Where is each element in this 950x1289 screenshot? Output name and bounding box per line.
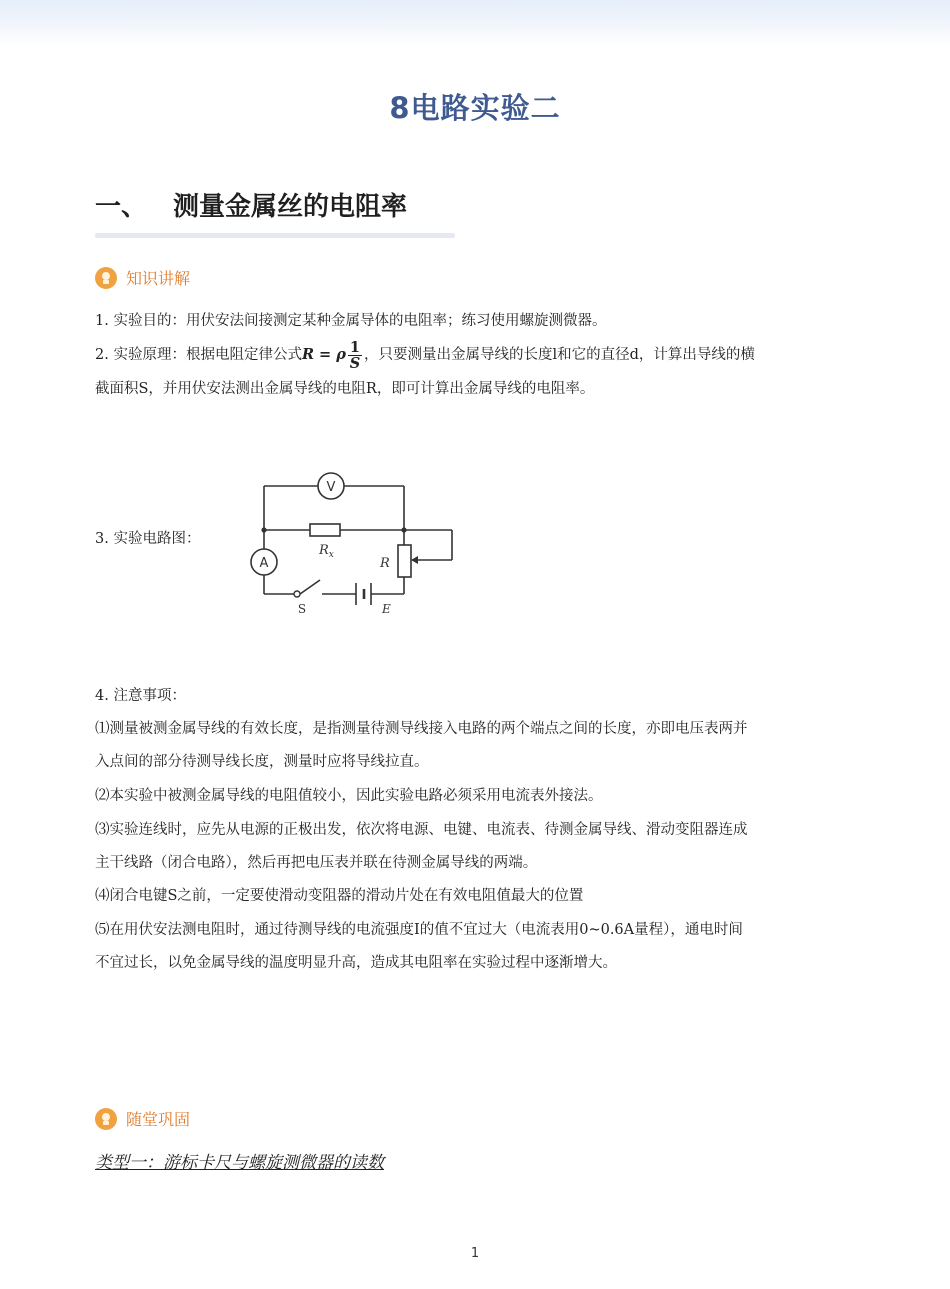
formula-denominator: S xyxy=(349,354,361,372)
formula-fraction xyxy=(348,340,362,371)
practice-tag xyxy=(95,1107,190,1130)
practice-tag-label: 随堂巩固 xyxy=(126,1110,191,1129)
section-title: 测量金属丝的电阻率 xyxy=(173,192,408,222)
rx-label-sub: x xyxy=(328,550,334,560)
rx-label xyxy=(318,543,334,560)
rheostat-label: R xyxy=(380,556,390,571)
rx-label-main: R xyxy=(319,543,329,558)
battery-label: E xyxy=(382,602,391,616)
formula-lhs: R = ρ xyxy=(301,346,346,363)
item-4: 4. 注意事项： xyxy=(95,688,186,704)
page-number: 1 xyxy=(470,1246,480,1261)
item-1: 1. 实验目的：用伏安法间接测定某种金属导体的电阻率；练习使用螺旋测微器。 xyxy=(95,313,607,329)
rx-resistor-symbol xyxy=(310,524,340,536)
note-2: ⑵本实验中被测金属导线的电阻值较小，因此实验电路必须采用电流表外接法。 xyxy=(95,788,603,804)
switch-label: S xyxy=(297,602,307,616)
lightbulb-icon xyxy=(95,267,117,289)
knowledge-tag-label: 知识讲解 xyxy=(126,269,191,288)
note-3-line-2: 主干线路（闭合电路），然后再把电压表并联在待测金属导线的两端。 xyxy=(95,855,538,871)
ammeter-label: A xyxy=(259,556,269,571)
note-4: ⑷闭合电键S之前，一定要使滑动变阻器的滑动片处在有效电阻值最大的位置 xyxy=(95,888,584,904)
lightbulb-icon xyxy=(95,1108,117,1130)
slider-arrow-icon xyxy=(411,556,418,564)
note-1-line-1: ⑴测量被测金属导线的有效长度，是指测量待测导线接入电路的两个端点之间的长度，亦即电压表两并 xyxy=(95,721,748,737)
section-number: 一、 xyxy=(95,192,148,222)
top-decorative-band xyxy=(0,0,950,46)
note-5-line-2: 不宜过长，以免金属导线的温度明显升高，造成其电阻率在实验过程中逐渐增大。 xyxy=(95,955,617,971)
item-2 xyxy=(95,338,855,372)
switch-symbol xyxy=(294,591,300,597)
item-2-suffix: ，只要测量出金属导线的长度l和它的直径d，计算出导线的横 xyxy=(364,347,755,363)
category-heading: 类型一：游标卡尺与螺旋测微器的读数 xyxy=(95,1153,384,1173)
section-heading xyxy=(95,186,407,223)
voltmeter-label: V xyxy=(326,480,336,495)
item-3: 3. 实验电路图： xyxy=(95,531,201,547)
note-3-line-1: ⑶实验连线时，应先从电源的正极出发，依次将电源、电键、电流表、待测金属导线、滑动变阻器连成 xyxy=(95,822,748,838)
knowledge-tag xyxy=(95,266,190,289)
rheostat-symbol xyxy=(398,545,411,577)
item-2-line-2: 截面积S，并用伏安法测出金属导线的电阻R，即可计算出金属导线的电阻率。 xyxy=(95,381,595,397)
note-1-line-2: 入点间的部分待测导线长度，测量时应将导线拉直。 xyxy=(95,754,429,770)
note-5-line-1: ⑸在用伏安法测电阻时，通过待测导线的电流强度I的值不宜过大（电流表用0~0.6A量程），通电时间 xyxy=(95,922,743,938)
resistance-formula xyxy=(301,338,364,372)
section-underline xyxy=(95,233,455,238)
circuit-diagram xyxy=(246,470,461,620)
formula-numerator: 1 xyxy=(349,338,360,356)
item-2-prefix: 2. 实验原理：根据电阻定律公式 xyxy=(95,347,302,363)
document-title: 8电路实验二 xyxy=(389,91,561,125)
